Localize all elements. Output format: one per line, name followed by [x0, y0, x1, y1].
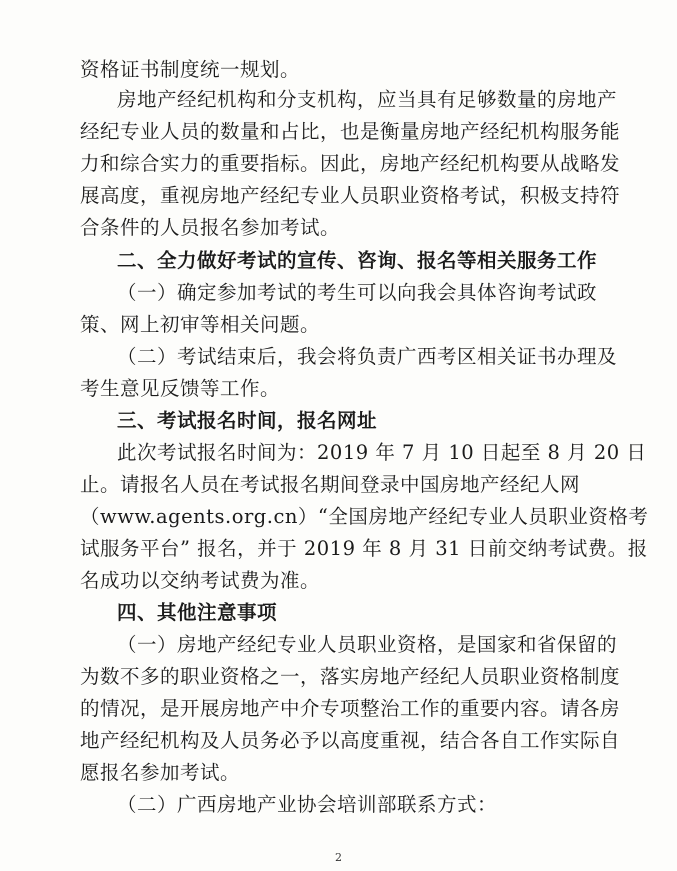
text-line: 力和综合实力的重要指标。因此，房地产经纪机构要从战略发: [80, 152, 621, 175]
text-line: （一）确定参加考试的考生可以向我会具体咨询考试政: [117, 281, 598, 304]
text-line: 为数不多的职业资格之一，落实房地产经纪人员职业资格制度: [80, 665, 621, 688]
text-line: 合条件的人员报名参加考试。: [80, 216, 341, 239]
section-heading: 二、全力做好考试的宣传、咨询、报名等相关服务工作: [117, 249, 598, 272]
text-line: 名成功以交纳考试费为准。: [80, 569, 321, 592]
text-line: 展高度，重视房地产经纪专业人员职业资格考试，积极支持符: [80, 184, 621, 207]
text-line: （一）房地产经纪专业人员职业资格，是国家和省保留的: [117, 633, 618, 656]
text-line: （二）考试结束后，我会将负责广西考区相关证书办理及: [117, 345, 618, 368]
text-line: 经纪专业人员的数量和占比，也是衡量房地产经纪机构服务能: [80, 120, 621, 143]
text-line: （www.agents.org.cn）“全国房地产经纪专业人员职业资格考: [80, 505, 649, 528]
text-line: 此次考试报名时间为：2019 年 7 月 10 日起至 8 月 20 日: [117, 441, 647, 464]
page-number: 2: [335, 851, 342, 864]
text-line: 地产经纪机构及人员务必予以高度重视，结合各自工作实际自: [80, 729, 621, 752]
text-line: 止。请报名人员在考试报名期间登录中国房地产经纪人网: [80, 473, 581, 496]
text-line: （二）广西房地产业协会培训部联系方式：: [117, 793, 498, 816]
text-line: 考生意见反馈等工作。: [80, 377, 281, 400]
text-line: 房地产经纪机构和分支机构，应当具有足够数量的房地产: [117, 88, 618, 111]
section-heading: 三、考试报名时间，报名网址: [117, 409, 378, 432]
text-line: 资格证书制度统一规划。: [80, 58, 301, 81]
text-line: 策、网上初审等相关问题。: [80, 313, 321, 336]
text-line: 的情况，是开展房地产中介专项整治工作的重要内容。请各房: [80, 697, 621, 720]
text-line: 试服务平台” 报名，并于 2019 年 8 月 31 日前交纳考试费。报: [80, 537, 648, 560]
section-heading: 四、其他注意事项: [117, 601, 278, 624]
text-line: 愿报名参加考试。: [80, 761, 241, 784]
